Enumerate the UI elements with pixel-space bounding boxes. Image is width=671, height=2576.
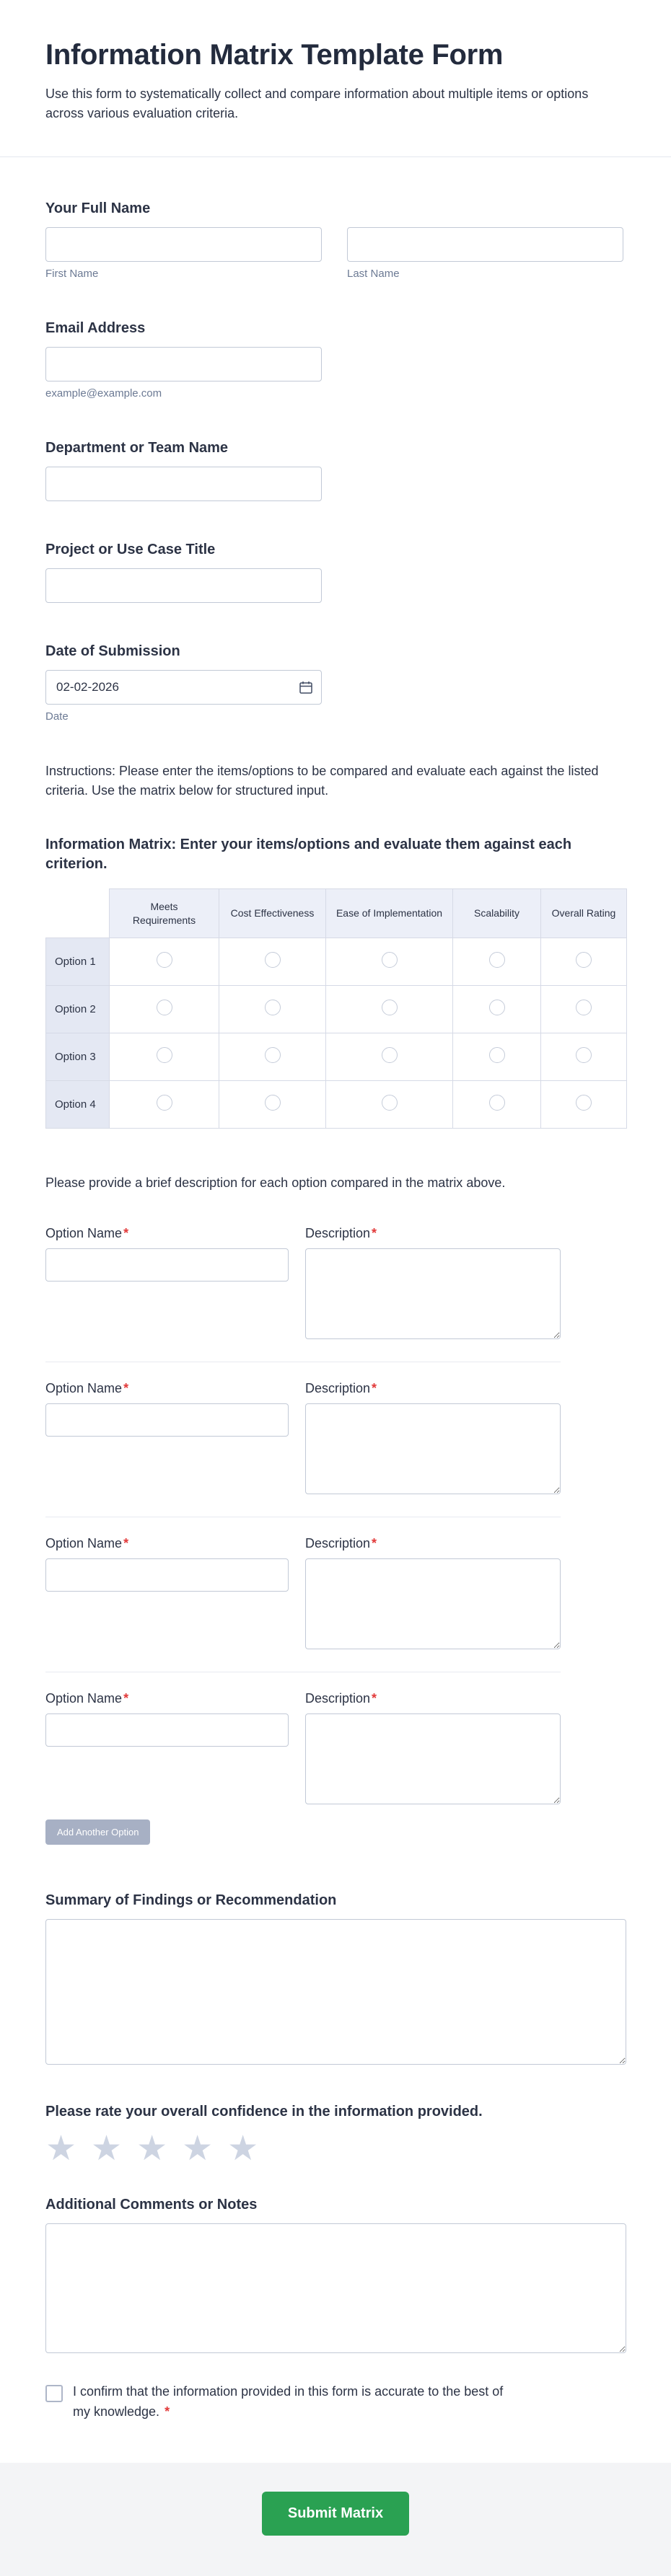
confirmation-checkbox[interactable] <box>45 2385 63 2402</box>
option-description-col <box>305 1536 561 1653</box>
option-description-textarea-1[interactable] <box>305 1248 561 1339</box>
matrix-col-header: Ease of Implementation <box>326 889 453 938</box>
form-footer <box>0 2463 671 2576</box>
date-label: Date of Submission <box>45 643 180 659</box>
department-input[interactable] <box>45 467 322 501</box>
option-description-label <box>305 1691 561 1706</box>
star-icon[interactable]: ★ <box>45 2130 77 2168</box>
matrix-radio[interactable] <box>382 952 398 968</box>
field-department <box>45 438 626 501</box>
option-group-1 <box>45 1226 626 1343</box>
matrix-row <box>46 1033 627 1081</box>
required-asterisk: * <box>123 1381 129 1395</box>
matrix-radio[interactable] <box>382 1047 398 1063</box>
option-name-col <box>45 1536 305 1653</box>
matrix-col-header: Cost Effectiveness <box>219 889 326 938</box>
matrix-row <box>46 986 627 1033</box>
matrix-radio[interactable] <box>157 1047 172 1063</box>
matrix-row-label: Option 2 <box>46 986 110 1033</box>
matrix-radio[interactable] <box>382 1095 398 1111</box>
option-description-textarea-4[interactable] <box>305 1713 561 1804</box>
last-name-input[interactable] <box>347 227 623 262</box>
matrix-radio[interactable] <box>576 1095 592 1111</box>
field-project <box>45 540 626 603</box>
option-description-label <box>305 1536 561 1551</box>
matrix-radio[interactable] <box>489 952 505 968</box>
matrix-radio[interactable] <box>157 1000 172 1015</box>
star-icon[interactable]: ★ <box>227 2130 259 2168</box>
option-description-label-text: Description <box>305 1691 371 1706</box>
comments-label: Additional Comments or Notes <box>45 2197 258 2213</box>
option-group-3 <box>45 1536 626 1653</box>
first-name-input[interactable] <box>45 227 322 262</box>
first-name-sublabel: First Name <box>45 268 99 280</box>
matrix-label: Information Matrix: Enter your items/options and evaluate them against each criterion. <box>45 837 572 872</box>
matrix-radio[interactable] <box>489 1095 505 1111</box>
option-name-label-text: Option Name <box>45 1691 123 1706</box>
option-description-label <box>305 1381 561 1396</box>
option-description-col <box>305 1381 561 1498</box>
matrix-col-header: Meets Requirements <box>110 889 219 938</box>
email-input[interactable] <box>45 347 322 381</box>
option-name-col <box>45 1691 305 1808</box>
first-name-col <box>45 227 322 280</box>
option-group-4 <box>45 1691 626 1808</box>
last-name-col <box>347 227 623 280</box>
required-asterisk: * <box>123 1691 129 1706</box>
matrix-radio[interactable] <box>576 1000 592 1015</box>
matrix-table <box>45 888 627 1129</box>
confirmation-text-content: I confirm that the information provided in this form is accurate to the best of my knowledge. <box>73 2384 504 2419</box>
matrix-radio[interactable] <box>382 1000 398 1015</box>
required-asterisk: * <box>123 1536 129 1551</box>
form-subtitle: Use this form to systematically collect and compare information about multiple items or options across various evaluation criteria. <box>45 87 589 120</box>
matrix-radio[interactable] <box>157 1095 172 1111</box>
star-rating <box>45 2132 626 2166</box>
field-email <box>45 319 626 400</box>
option-description-label <box>305 1226 561 1241</box>
confirmation-row <box>45 2382 626 2422</box>
date-input-wrap <box>45 670 322 705</box>
option-name-label <box>45 1226 305 1241</box>
project-label: Project or Use Case Title <box>45 542 216 557</box>
option-group-2 <box>45 1381 626 1498</box>
calendar-icon[interactable] <box>299 680 313 694</box>
option-name-input-1[interactable] <box>45 1248 289 1282</box>
option-name-col <box>45 1226 305 1343</box>
matrix-row-label: Option 1 <box>46 938 110 986</box>
last-name-sublabel: Last Name <box>347 268 400 280</box>
option-name-label-text: Option Name <box>45 1381 123 1395</box>
matrix-col-header: Overall Rating <box>541 889 627 938</box>
option-name-input-2[interactable] <box>45 1403 289 1437</box>
full-name-row <box>45 227 626 280</box>
matrix-radio[interactable] <box>489 1000 505 1015</box>
project-input[interactable] <box>45 568 322 603</box>
options-intro: Please provide a brief description for each option compared in the matrix above. <box>45 1175 506 1190</box>
instructions-text: Instructions: Please enter the items/options to be compared and evaluate each against the listed criteria. Use the matrix below for structured input. <box>45 764 599 798</box>
option-description-label-text: Description <box>305 1226 371 1240</box>
option-description-textarea-2[interactable] <box>305 1403 561 1494</box>
matrix-corner-cell <box>46 889 110 938</box>
summary-textarea[interactable] <box>45 1919 626 2065</box>
form-title: Information Matrix Template Form <box>45 39 504 71</box>
matrix-radio[interactable] <box>265 1095 281 1111</box>
option-description-col <box>305 1691 561 1808</box>
date-sublabel: Date <box>45 710 69 723</box>
matrix-radio[interactable] <box>157 952 172 968</box>
matrix-radio[interactable] <box>265 1000 281 1015</box>
date-input[interactable] <box>45 670 322 705</box>
required-asterisk: * <box>372 1536 377 1551</box>
required-asterisk: * <box>372 1381 377 1395</box>
comments-textarea[interactable] <box>45 2223 626 2353</box>
submit-button[interactable]: Submit Matrix <box>262 2492 409 2536</box>
matrix-radio[interactable] <box>265 952 281 968</box>
email-label: Email Address <box>45 320 146 336</box>
star-icon[interactable]: ★ <box>91 2130 123 2168</box>
option-name-label-text: Option Name <box>45 1536 123 1551</box>
option-name-input-3[interactable] <box>45 1558 289 1592</box>
matrix-row-label: Option 3 <box>46 1033 110 1081</box>
matrix-row <box>46 938 627 986</box>
required-asterisk: * <box>372 1226 377 1240</box>
full-name-label: Your Full Name <box>45 200 151 216</box>
form-body <box>0 157 671 2422</box>
confirmation-text <box>73 2382 520 2422</box>
matrix-row-label: Option 4 <box>46 1081 110 1129</box>
required-asterisk: * <box>372 1691 377 1706</box>
option-name-label-text: Option Name <box>45 1226 123 1240</box>
required-asterisk: * <box>123 1226 129 1240</box>
matrix-radio[interactable] <box>576 1047 592 1063</box>
option-description-label-text: Description <box>305 1536 371 1551</box>
option-name-label <box>45 1691 305 1706</box>
matrix-header-row <box>46 889 627 938</box>
form-header <box>0 0 671 123</box>
field-full-name <box>45 199 626 280</box>
field-date <box>45 642 626 723</box>
department-label: Department or Team Name <box>45 440 229 456</box>
option-name-input-4[interactable] <box>45 1713 289 1747</box>
matrix-radio[interactable] <box>265 1047 281 1063</box>
confidence-label: Please rate your overall confidence in the information provided. <box>45 2104 483 2120</box>
email-sublabel: example@example.com <box>45 387 162 400</box>
matrix-radio[interactable] <box>576 952 592 968</box>
option-description-col <box>305 1226 561 1343</box>
required-asterisk: * <box>165 2404 170 2419</box>
star-icon[interactable]: ★ <box>182 2130 214 2168</box>
matrix-col-header: Scalability <box>453 889 541 938</box>
option-name-label <box>45 1536 305 1551</box>
matrix-radio[interactable] <box>489 1047 505 1063</box>
option-name-col <box>45 1381 305 1498</box>
summary-label: Summary of Findings or Recommendation <box>45 1892 337 1908</box>
option-description-label-text: Description <box>305 1381 371 1395</box>
option-description-textarea-3[interactable] <box>305 1558 561 1649</box>
add-option-button[interactable]: Add Another Option <box>45 1819 150 1845</box>
option-name-label <box>45 1381 305 1396</box>
matrix-row <box>46 1081 627 1129</box>
star-icon[interactable]: ★ <box>136 2130 168 2168</box>
